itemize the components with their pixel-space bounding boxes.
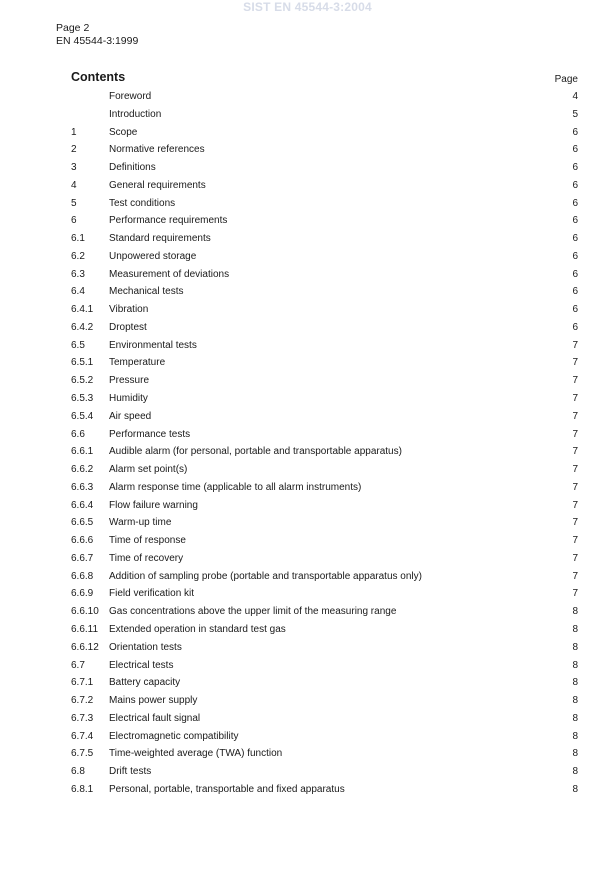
toc-entry-title: Temperature: [109, 357, 166, 369]
page-column-label: Page: [554, 74, 578, 85]
toc-entry-number: 6.7.4: [71, 730, 94, 742]
toc-entry-number: 6.6.3: [71, 481, 94, 493]
toc-entry-page: 7: [572, 428, 578, 440]
table-of-contents: [71, 88, 578, 799]
toc-entry[interactable]: [71, 443, 578, 461]
toc-entry-page: 7: [572, 552, 578, 564]
contents-heading: Contents: [71, 70, 126, 84]
toc-entry[interactable]: [71, 426, 578, 444]
toc-entry-page: 6: [572, 321, 578, 333]
toc-entry-page: 7: [572, 339, 578, 351]
toc-entry-number: 6.1: [71, 233, 85, 245]
toc-entry-number: 6.6.10: [71, 606, 99, 618]
toc-entry-title: Scope: [109, 126, 138, 138]
toc-entry[interactable]: [71, 532, 578, 550]
toc-entry-page: 7: [572, 499, 578, 511]
toc-entry[interactable]: [71, 763, 578, 781]
toc-entry[interactable]: [71, 461, 578, 479]
toc-entry-title: Alarm response time (applicable to all alarm instruments): [109, 481, 362, 493]
toc-entry-title: Electrical tests: [109, 659, 174, 671]
toc-entry-number: 6.6.5: [71, 517, 94, 529]
toc-entry-number: 6.6.4: [71, 499, 94, 511]
toc-entry-title: General requirements: [109, 179, 206, 191]
toc-entry-title: Audible alarm (for personal, portable and transportable apparatus): [109, 446, 402, 458]
toc-entry-number: 6.6.9: [71, 588, 94, 600]
toc-entry-title: Unpowered storage: [109, 250, 197, 262]
toc-entry-title: Electromagnetic compatibility: [109, 730, 239, 742]
toc-entry-page: 6: [572, 304, 578, 316]
toc-entry[interactable]: [71, 603, 578, 621]
toc-entry-page: 7: [572, 357, 578, 369]
toc-entry-title: Time-weighted average (TWA) function: [109, 748, 283, 760]
toc-entry-number: 2: [71, 144, 77, 156]
toc-entry-page: 6: [572, 144, 578, 156]
toc-entry[interactable]: [71, 301, 578, 319]
toc-entry-title: Measurement of deviations: [109, 268, 230, 280]
page-number-label: Page 2: [56, 22, 90, 34]
toc-entry[interactable]: [71, 657, 578, 675]
toc-entry-page: 7: [572, 517, 578, 529]
toc-entry-number: 6.7.3: [71, 712, 94, 724]
toc-entry-number: 6.4: [71, 286, 85, 298]
toc-entry-title: Electrical fault signal: [109, 712, 201, 724]
toc-entry-page: 7: [572, 375, 578, 387]
toc-entry[interactable]: [71, 88, 578, 106]
toc-entry-title: Foreword: [109, 91, 152, 102]
toc-entry-title: Pressure: [109, 375, 150, 387]
toc-entry-title: Orientation tests: [109, 641, 182, 653]
toc-entry-page: 4: [572, 91, 578, 102]
toc-entry-number: 6.5.1: [71, 357, 94, 369]
toc-entry-page: 6: [572, 197, 578, 209]
toc-entry[interactable]: [71, 177, 578, 195]
page-header: [56, 22, 138, 48]
toc-entry-page: 7: [572, 410, 578, 422]
toc-entry-title: Drift tests: [109, 766, 152, 778]
toc-entry-title: Humidity: [109, 393, 148, 405]
toc-entry-number: 6.7: [71, 659, 85, 671]
toc-entry-page: 8: [572, 712, 578, 724]
toc-entry-number: 6.3: [71, 268, 85, 280]
toc-entry-page: 8: [572, 677, 578, 689]
toc-entry-page: 6: [572, 268, 578, 280]
toc-entry-title: Air speed: [109, 410, 152, 422]
toc-entry-title: Test conditions: [109, 197, 176, 209]
toc-entry-title: Warm-up time: [109, 517, 172, 529]
toc-entry-title: Time of response: [109, 535, 186, 547]
toc-entry-title: Environmental tests: [109, 339, 197, 351]
toc-entry-number: 6.2: [71, 250, 85, 262]
toc-entry-number: 6.8: [71, 766, 85, 778]
toc-entry[interactable]: [71, 283, 578, 301]
toc-entry-page: 6: [572, 250, 578, 262]
toc-entry-title: Mechanical tests: [109, 286, 184, 298]
toc-entry-page: 7: [572, 535, 578, 547]
toc-entry[interactable]: [71, 106, 578, 124]
toc-entry-page: 7: [572, 446, 578, 458]
toc-entry-page: 6: [572, 215, 578, 227]
toc-entry-number: 1: [71, 126, 77, 138]
toc-entry-title: Addition of sampling probe (portable and transportable apparatus only): [109, 570, 422, 582]
toc-entry-number: 6: [71, 215, 77, 227]
toc-entry-title: Battery capacity: [109, 677, 181, 689]
toc-entry-page: 6: [572, 162, 578, 174]
toc-entry-page: 7: [572, 481, 578, 493]
toc-entry-title: Gas concentrations above the upper limit of the measuring range: [109, 606, 397, 618]
toc-entry-page: 8: [572, 641, 578, 653]
toc-entry[interactable]: [71, 497, 578, 515]
toc-entry[interactable]: [71, 745, 578, 763]
toc-entry-title: Flow failure warning: [109, 499, 198, 511]
toc-entry-page: 7: [572, 393, 578, 405]
toc-entry-page: 8: [572, 748, 578, 760]
toc-entry[interactable]: [71, 337, 578, 355]
toc-entry-number: 4: [71, 179, 77, 191]
toc-entry-page: 7: [572, 588, 578, 600]
toc-entry[interactable]: [71, 319, 578, 337]
toc-entry-page: 8: [572, 623, 578, 635]
toc-entry[interactable]: [71, 674, 578, 692]
toc-entry[interactable]: [71, 692, 578, 710]
toc-entry-page: 8: [572, 659, 578, 671]
toc-entry[interactable]: [71, 710, 578, 728]
toc-entry[interactable]: [71, 230, 578, 248]
toc-entry-title: Mains power supply: [109, 695, 198, 707]
toc-entry-number: 6.5.3: [71, 393, 94, 405]
toc-entry[interactable]: [71, 568, 578, 586]
toc-entry[interactable]: [71, 212, 578, 230]
toc-entry-title: Definitions: [109, 162, 156, 174]
toc-entry-number: 6.7.1: [71, 677, 94, 689]
toc-entry-title: Personal, portable, transportable and fixed apparatus: [109, 783, 345, 795]
toc-entry[interactable]: [71, 514, 578, 532]
toc-entry-title: Extended operation in standard test gas: [109, 623, 286, 635]
toc-entry[interactable]: [71, 390, 578, 408]
toc-entry[interactable]: [71, 479, 578, 497]
toc-entry-number: 6.6.1: [71, 446, 94, 458]
toc-entry-page: 7: [572, 464, 578, 476]
toc-entry-title: Vibration: [109, 304, 149, 316]
toc-entry-title: Time of recovery: [109, 552, 184, 564]
toc-entry-page: 6: [572, 126, 578, 138]
toc-entry-page: 7: [572, 570, 578, 582]
toc-entry-page: 8: [572, 606, 578, 618]
toc-entry-title: Alarm set point(s): [109, 464, 188, 476]
toc-entry[interactable]: [71, 248, 578, 266]
watermark: SIST EN 45544-3:2004: [243, 0, 372, 14]
toc-entry[interactable]: [71, 354, 578, 372]
toc-entry[interactable]: [71, 728, 578, 746]
toc-entry[interactable]: [71, 266, 578, 284]
toc-entry[interactable]: [71, 124, 578, 142]
toc-entry-page: 8: [572, 730, 578, 742]
toc-entry[interactable]: [71, 372, 578, 390]
toc-entry[interactable]: [71, 408, 578, 426]
toc-entry-number: 3: [71, 162, 77, 174]
toc-entry-number: 6.4.2: [71, 321, 94, 333]
toc-entry-title: Performance requirements: [109, 215, 228, 227]
toc-entry-number: 6.7.2: [71, 695, 94, 707]
toc-entry-page: 6: [572, 179, 578, 191]
toc-entry-page: 6: [572, 286, 578, 298]
toc-entry-number: 6.6.2: [71, 464, 94, 476]
toc-entry-number: 6.6.12: [71, 641, 99, 653]
toc-entry-number: 6.6.8: [71, 570, 94, 582]
toc-entry-number: 6.5.2: [71, 375, 94, 387]
toc-entry-page: 8: [572, 766, 578, 778]
toc-entry-title: Field verification kit: [109, 588, 195, 600]
toc-entry-number: 6.6.7: [71, 552, 94, 564]
toc-entry-number: 6.5.4: [71, 410, 94, 422]
toc-entry-number: 5: [71, 197, 77, 209]
toc-entry-number: 6.5: [71, 339, 85, 351]
toc-entry-title: Performance tests: [109, 428, 191, 440]
toc-entry-page: 5: [572, 108, 578, 120]
toc-entry-page: 8: [572, 695, 578, 707]
toc-entry[interactable]: [71, 141, 578, 159]
toc-entry[interactable]: [71, 639, 578, 657]
toc-entry-number: 6.6.11: [71, 623, 99, 635]
toc-entry-number: 6.6: [71, 428, 85, 440]
toc-entry-page: 6: [572, 233, 578, 245]
toc-entry[interactable]: [71, 550, 578, 568]
toc-entry-title: Normative references: [109, 144, 205, 156]
toc-entry-title: Droptest: [109, 321, 147, 333]
toc-entry[interactable]: [71, 621, 578, 639]
toc-entry-number: 6.8.1: [71, 783, 94, 795]
toc-entry[interactable]: [71, 781, 578, 799]
toc-entry-page: 8: [572, 783, 578, 795]
toc-entry[interactable]: [71, 585, 578, 603]
toc-entry-number: 6.6.6: [71, 535, 94, 547]
toc-entry[interactable]: [71, 159, 578, 177]
toc-entry-title: Standard requirements: [109, 233, 211, 245]
toc-entry[interactable]: [71, 195, 578, 213]
toc-entry-number: 6.4.1: [71, 304, 94, 316]
toc-entry-number: 6.7.5: [71, 748, 94, 760]
document-id: EN 45544-3:1999: [56, 35, 139, 47]
toc-entry-title: Introduction: [109, 108, 162, 120]
